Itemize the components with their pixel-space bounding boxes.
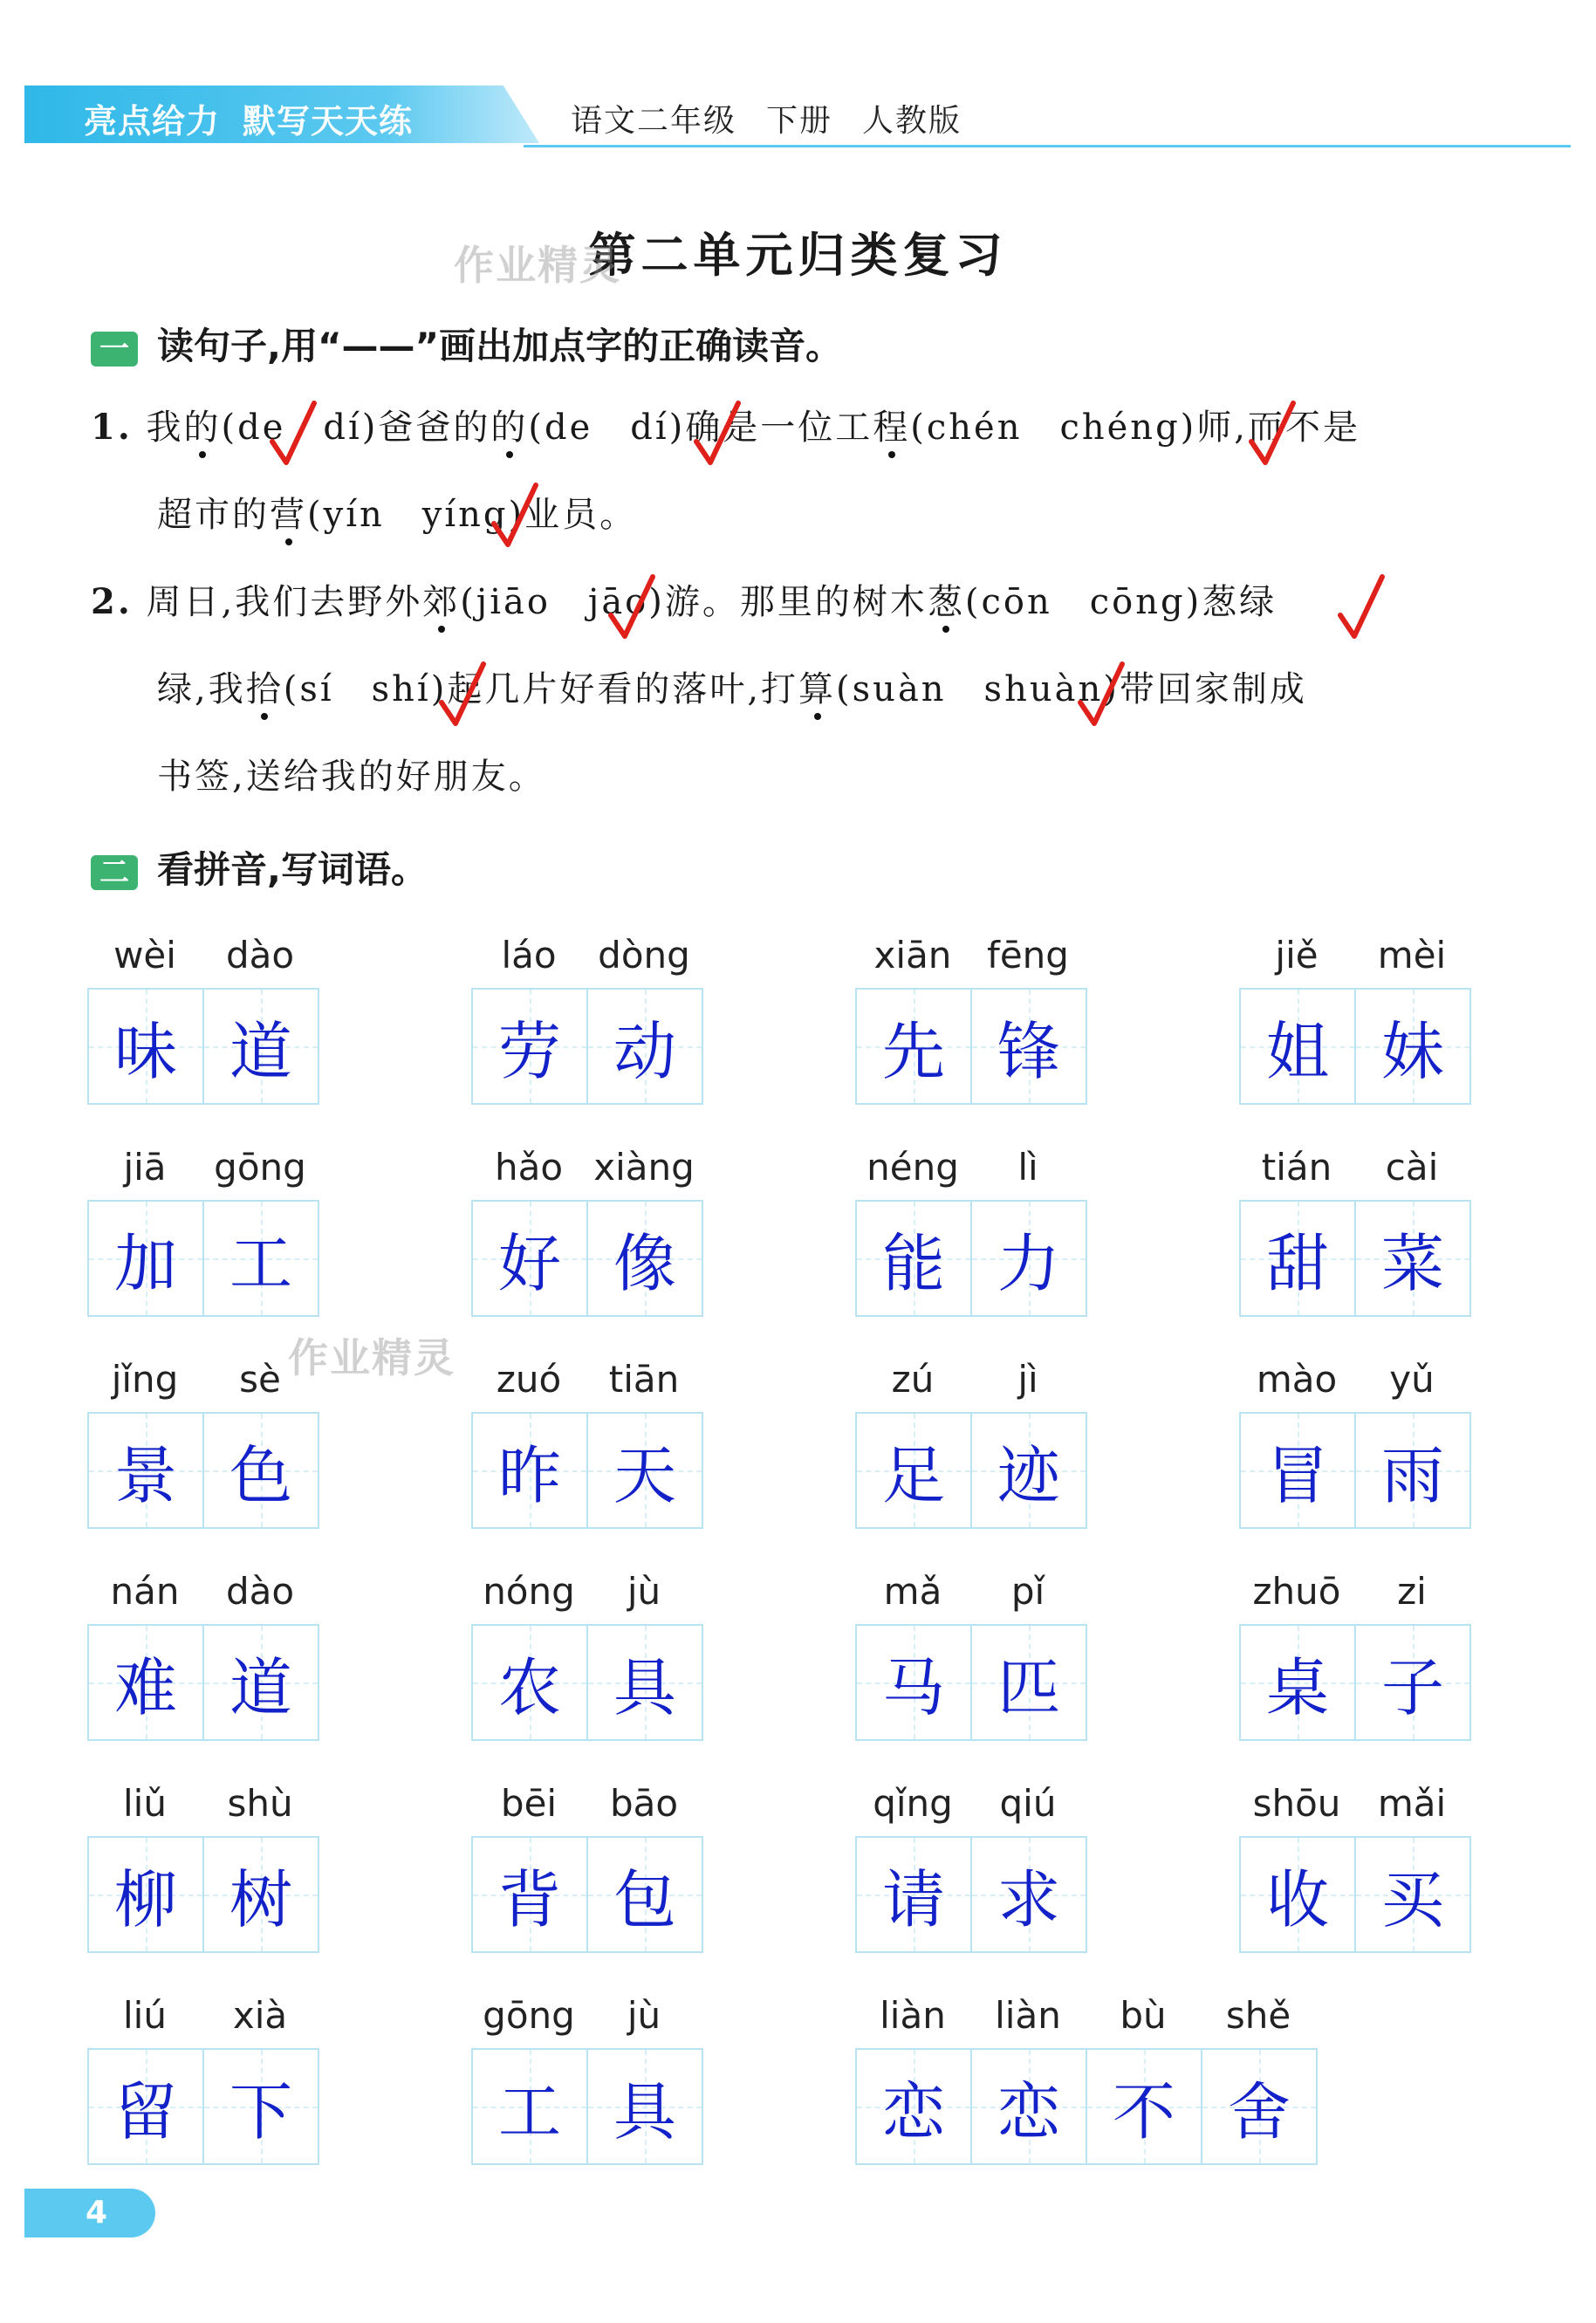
word-pinyin: [471, 1146, 702, 1191]
check-mark-icon: [267, 398, 319, 468]
writing-cell: [89, 1838, 204, 1951]
writing-cell: [204, 1414, 318, 1527]
pinyin-syllable: xiàng: [593, 1146, 695, 1189]
pinyin-syllable: shě: [1225, 1994, 1291, 2037]
writing-cell: [89, 2050, 204, 2163]
section-1-tag: 一: [91, 332, 138, 367]
pinyin-syllable: néng: [866, 1146, 959, 1189]
pinyin-syllable: jù: [627, 1570, 661, 1613]
writing-grid: [87, 1412, 319, 1529]
writing-grid: [1239, 1412, 1471, 1529]
answer-character: 留: [113, 2075, 177, 2148]
pinyin-syllable: gōng: [483, 1994, 575, 2037]
word-pinyin: [1239, 934, 1469, 979]
writing-cell: [89, 990, 204, 1103]
question-1-line-1: 1. 我的(de dí)爸爸的的(de dí)确是一位工程(chén chéng)师,而不是: [91, 407, 1360, 448]
answer-character: 妹: [1380, 1015, 1444, 1088]
writing-cell: [1241, 990, 1356, 1103]
word-pinyin: [855, 1570, 1086, 1615]
writing-cell: [1356, 990, 1469, 1103]
pinyin-syllable: shù: [227, 1782, 293, 1825]
answer-character: 加: [113, 1227, 177, 1300]
writing-grid: [855, 988, 1087, 1105]
answer-character: 景: [113, 1439, 177, 1512]
writing-cell: [857, 990, 972, 1103]
pinyin-syllable: cài: [1385, 1146, 1439, 1189]
writing-grid: [87, 1624, 319, 1741]
volume-label: 下册: [766, 103, 833, 139]
writing-grid: [855, 2048, 1318, 2165]
writing-cell: [89, 1202, 204, 1315]
pinyin-syllable: xià: [232, 1994, 288, 2037]
writing-grid: [87, 1836, 319, 1953]
answer-character: 雨: [1380, 1439, 1444, 1512]
answer-character: 锋: [997, 1015, 1060, 1088]
answer-character: 好: [497, 1227, 561, 1300]
pinyin-syllable: lì: [1017, 1146, 1038, 1189]
answer-character: 先: [881, 1015, 945, 1088]
writing-cell: [857, 1626, 972, 1739]
answer-character: 马: [881, 1651, 945, 1724]
word-pinyin: [1239, 1570, 1469, 1615]
answer-character: 劳: [497, 1015, 561, 1088]
pinyin-syllable: pǐ: [1010, 1570, 1045, 1613]
word-pinyin: [1239, 1146, 1469, 1191]
answer-character: 请: [881, 1863, 945, 1936]
answer-character: 求: [997, 1863, 1060, 1936]
pinyin-syllable: fēng: [987, 934, 1069, 976]
pinyin-syllable: wèi: [113, 934, 176, 976]
word-pinyin: [471, 1358, 702, 1403]
writing-cell: [1356, 1414, 1469, 1527]
writing-cell: [473, 1414, 588, 1527]
answer-character: 工: [229, 1227, 292, 1300]
answer-character: 迹: [997, 1439, 1060, 1512]
answer-character: 下: [229, 2075, 292, 2148]
writing-cell: [588, 990, 702, 1103]
pinyin-syllable: bù: [1120, 1994, 1167, 2037]
writing-grid: [855, 1624, 1087, 1741]
pinyin-syllable: jiě: [1275, 934, 1319, 976]
word-pinyin: [471, 934, 702, 979]
writing-grid: [1239, 1624, 1471, 1741]
writing-grid: [855, 1836, 1087, 1953]
pinyin-syllable: hǎo: [494, 1146, 564, 1189]
answer-character: 背: [497, 1863, 561, 1936]
writing-cell: [89, 1414, 204, 1527]
writing-grid: [471, 1836, 703, 1953]
writing-grid: [87, 988, 319, 1105]
writing-cell: [588, 1414, 702, 1527]
answer-character: 足: [881, 1439, 945, 1512]
pinyin-syllable: sè: [239, 1358, 281, 1401]
check-mark-icon: [489, 480, 541, 550]
answer-character: 桌: [1265, 1651, 1329, 1724]
word-pinyin: [855, 1782, 1086, 1827]
writing-cell: [857, 2050, 972, 2163]
writing-cell: [204, 990, 318, 1103]
pinyin-syllable: jì: [1017, 1358, 1038, 1401]
page-title: 第二单元归类复习: [588, 227, 1008, 283]
answer-character: 能: [881, 1227, 945, 1300]
word-pinyin: [87, 1782, 318, 1827]
writing-cell: [473, 1626, 588, 1739]
writing-cell: [1241, 1838, 1356, 1951]
check-mark-icon: [436, 659, 489, 729]
writing-cell: [588, 2050, 702, 2163]
answer-character: 恋: [881, 2075, 945, 2148]
writing-cell: [1241, 1202, 1356, 1315]
watermark: 作业精灵: [454, 242, 621, 289]
writing-grid: [1239, 1200, 1471, 1317]
writing-cell: [588, 1202, 702, 1315]
pinyin-syllable: bāo: [609, 1782, 679, 1825]
answer-character: 像: [613, 1227, 676, 1300]
writing-cell: [1202, 2050, 1316, 2163]
answer-character: 农: [497, 1651, 561, 1724]
writing-cell: [473, 1202, 588, 1315]
pinyin-syllable: dào: [225, 1570, 295, 1613]
writing-cell: [204, 2050, 318, 2163]
watermark: 作业精灵: [288, 1334, 456, 1381]
answer-character: 具: [613, 1651, 676, 1724]
answer-character: 道: [229, 1015, 292, 1088]
writing-cell: [473, 2050, 588, 2163]
writing-cell: [972, 1202, 1086, 1315]
header-divider: [524, 145, 1571, 147]
pinyin-syllable: jù: [627, 1994, 661, 2037]
answer-character: 包: [613, 1863, 676, 1936]
pinyin-syllable: xiān: [873, 934, 952, 976]
writing-grid: [471, 988, 703, 1105]
pinyin-syllable: shōu: [1252, 1782, 1341, 1825]
pinyin-syllable: dòng: [598, 934, 690, 976]
question-2-line-2: 绿,我拾(sí shí)起几片好看的落叶,打算(suàn shuàn)带回家制成: [157, 669, 1307, 709]
answer-character: 力: [997, 1227, 1060, 1300]
answer-character: 买: [1380, 1863, 1444, 1936]
word-pinyin: [471, 1782, 702, 1827]
answer-character: 色: [229, 1439, 292, 1512]
writing-cell: [473, 1838, 588, 1951]
word-pinyin: [87, 1358, 318, 1403]
pinyin-syllable: liǔ: [123, 1782, 167, 1825]
answer-character: 收: [1265, 1863, 1329, 1936]
answer-character: 甜: [1265, 1227, 1329, 1300]
answer-character: 不: [1112, 2075, 1175, 2148]
check-mark-icon: [1246, 398, 1298, 468]
question-1-line-2: 超市的营(yín yíng)业员。: [157, 495, 638, 535]
writing-cell: [972, 990, 1086, 1103]
section-1-heading: [91, 318, 842, 370]
series-name: 默写天天练: [243, 102, 414, 140]
answer-character: 树: [229, 1863, 292, 1936]
answer-character: 冒: [1265, 1439, 1329, 1512]
page-number: 4: [24, 2189, 155, 2237]
writing-grid: [87, 2048, 319, 2165]
writing-cell: [1241, 1414, 1356, 1527]
word-pinyin: [1239, 1782, 1469, 1827]
writing-cell: [1356, 1626, 1469, 1739]
answer-character: 恋: [997, 2075, 1060, 2148]
answer-character: 柳: [113, 1863, 177, 1936]
pinyin-syllable: zi: [1397, 1570, 1427, 1613]
writing-cell: [1356, 1838, 1469, 1951]
writing-cell: [972, 1838, 1086, 1951]
section-2-heading: [91, 841, 428, 894]
word-pinyin: [87, 1570, 318, 1615]
question-2-line-1: 2. 周日,我们去野外郊(jiāo jāo)游。那里的树木葱(cōn cōng)葱绿: [91, 581, 1277, 622]
writing-grid: [1239, 1836, 1471, 1953]
section-2-tag: 二: [91, 855, 138, 890]
writing-grid: [471, 2048, 703, 2165]
writing-cell: [1241, 1626, 1356, 1739]
writing-cell: [204, 1626, 318, 1739]
word-pinyin: [855, 1994, 1316, 2039]
pinyin-syllable: tián: [1261, 1146, 1332, 1189]
answer-character: 味: [113, 1015, 177, 1088]
word-pinyin: [471, 1570, 702, 1615]
writing-grid: [1239, 988, 1471, 1105]
writing-grid: [471, 1624, 703, 1741]
pinyin-syllable: mǎ: [883, 1570, 942, 1613]
check-mark-icon: [1075, 659, 1127, 729]
pinyin-syllable: zuó: [496, 1358, 562, 1401]
pinyin-syllable: mèi: [1377, 934, 1447, 976]
writing-cell: [972, 2050, 1087, 2163]
edition-label: 人教版: [862, 103, 962, 139]
writing-cell: [857, 1838, 972, 1951]
pinyin-syllable: gōng: [214, 1146, 306, 1189]
check-mark-icon: [1335, 572, 1387, 641]
pinyin-syllable: jiā: [123, 1146, 167, 1189]
writing-cell: [857, 1202, 972, 1315]
word-pinyin: [1239, 1358, 1469, 1403]
answer-character: 天: [613, 1439, 676, 1512]
writing-grid: [87, 1200, 319, 1317]
answer-character: 姐: [1265, 1015, 1329, 1088]
answer-character: 道: [229, 1651, 292, 1724]
pinyin-syllable: zhuō: [1252, 1570, 1341, 1613]
answer-character: 具: [613, 2075, 676, 2148]
writing-cell: [588, 1838, 702, 1951]
pinyin-syllable: jǐng: [111, 1358, 179, 1401]
word-pinyin: [471, 1994, 702, 2039]
pinyin-syllable: dào: [225, 934, 295, 976]
check-mark-icon: [606, 572, 658, 641]
brand-name: 亮点给力: [84, 102, 221, 140]
word-pinyin: [87, 1146, 318, 1191]
word-pinyin: [855, 1146, 1086, 1191]
pinyin-syllable: qiú: [999, 1782, 1057, 1825]
answer-character: 舍: [1227, 2075, 1291, 2148]
writing-grid: [855, 1200, 1087, 1317]
writing-cell: [89, 1626, 204, 1739]
writing-grid: [855, 1412, 1087, 1529]
answer-character: 动: [613, 1015, 676, 1088]
pinyin-syllable: bēi: [500, 1782, 558, 1825]
pinyin-syllable: tiān: [608, 1358, 680, 1401]
writing-cell: [204, 1838, 318, 1951]
word-pinyin: [855, 1358, 1086, 1403]
answer-character: 子: [1380, 1651, 1444, 1724]
pinyin-syllable: láo: [501, 934, 557, 976]
answer-character: 昨: [497, 1439, 561, 1512]
word-pinyin: [87, 1994, 318, 2039]
pinyin-syllable: liàn: [880, 1994, 946, 2037]
subject-label: 语文二年级: [571, 103, 737, 139]
writing-cell: [473, 990, 588, 1103]
answer-character: 匹: [997, 1651, 1060, 1724]
writing-grid: [471, 1412, 703, 1529]
section-2-instruction: 看拼音,写词语。: [157, 848, 428, 891]
pinyin-syllable: liàn: [995, 1994, 1061, 2037]
writing-cell: [972, 1626, 1086, 1739]
check-mark-icon: [691, 398, 743, 468]
pinyin-syllable: liú: [123, 1994, 167, 2037]
pinyin-syllable: mào: [1256, 1358, 1338, 1401]
question-2-line-3: 书签,送给我的好朋友。: [157, 757, 546, 797]
writing-cell: [972, 1414, 1086, 1527]
writing-cell: [1356, 1202, 1469, 1315]
answer-character: 工: [497, 2075, 561, 2148]
writing-cell: [588, 1626, 702, 1739]
section-1-instruction: 读句子,用“——”画出加点字的正确读音。: [157, 325, 843, 367]
answer-character: 菜: [1380, 1227, 1444, 1300]
writing-cell: [204, 1202, 318, 1315]
pinyin-syllable: nán: [110, 1570, 180, 1613]
header-brand: [84, 94, 413, 142]
writing-cell: [857, 1414, 972, 1527]
header-info: [571, 96, 991, 140]
pinyin-syllable: zú: [891, 1358, 935, 1401]
word-pinyin: [855, 934, 1086, 979]
writing-cell: [1087, 2050, 1202, 2163]
pinyin-syllable: mǎi: [1377, 1782, 1447, 1825]
answer-character: 难: [113, 1651, 177, 1724]
pinyin-syllable: nóng: [483, 1570, 575, 1613]
pinyin-syllable: yǔ: [1389, 1358, 1435, 1401]
pinyin-syllable: qǐng: [873, 1782, 953, 1825]
word-pinyin: [87, 934, 318, 979]
writing-grid: [471, 1200, 703, 1317]
